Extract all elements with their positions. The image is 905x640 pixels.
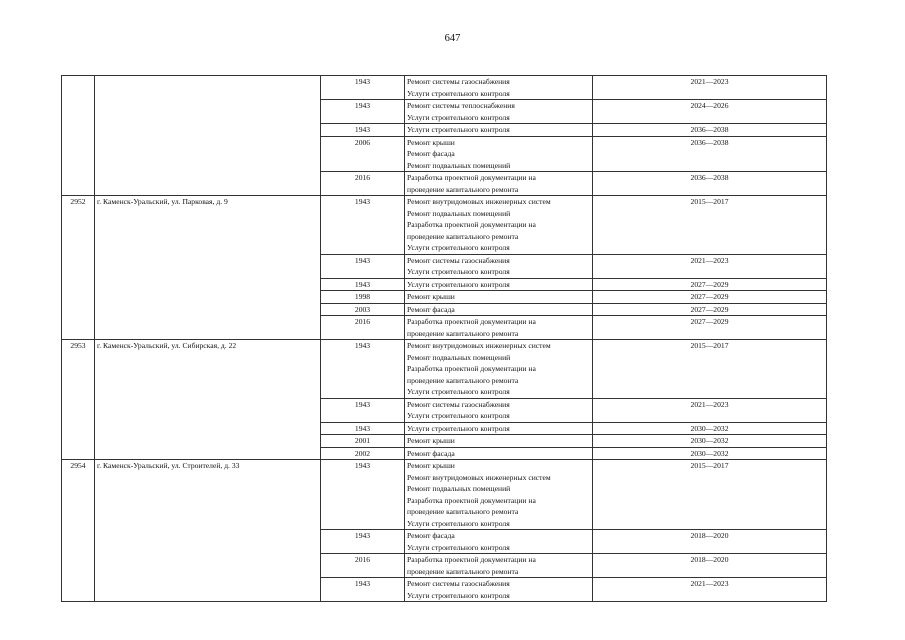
work-type: Ремонт системы теплоснабжения: [407, 101, 515, 110]
work-types: [405, 530, 593, 554]
work-types: [405, 435, 593, 448]
work-type: Услуги строительного контроля: [407, 267, 510, 276]
work-types: [405, 100, 593, 124]
work-type: проведение капитального ремонта: [407, 507, 519, 516]
repair-period: 2036—2038: [593, 136, 827, 172]
work-type: Разработка проектной документации на: [407, 220, 536, 229]
work-types: [405, 578, 593, 602]
repair-period: 2021—2023: [593, 254, 827, 278]
house-number: [62, 76, 95, 196]
repair-period: 2018—2020: [593, 530, 827, 554]
completion-year: 2016: [321, 172, 405, 196]
repair-period: 2027—2029: [593, 303, 827, 316]
repair-period: 2021—2023: [593, 398, 827, 422]
repair-period: 2036—2038: [593, 172, 827, 196]
work-type: Ремонт подвальных помещений: [407, 208, 511, 218]
completion-year: 1943: [321, 254, 405, 278]
work-types: [405, 124, 593, 137]
work-type: Разработка проектной документации на: [407, 555, 536, 564]
work-type: Ремонт системы газоснабжения: [407, 579, 510, 588]
completion-year: 1943: [321, 578, 405, 602]
work-type: Ремонт фасада: [407, 149, 455, 158]
work-type: проведение капитального ремонта: [407, 231, 519, 241]
completion-year: 1943: [321, 398, 405, 422]
work-types: [405, 291, 593, 304]
table-row: [62, 196, 827, 255]
completion-year: 2002: [321, 447, 405, 460]
completion-year: 2016: [321, 316, 405, 340]
repair-period: 2018—2020: [593, 554, 827, 578]
repair-period: 2030—2032: [593, 447, 827, 460]
work-type: Ремонт подвальных помещений: [407, 484, 511, 493]
table-row: [62, 460, 827, 530]
work-type: Услуги строительного контроля: [407, 112, 510, 122]
house-number: 2954: [62, 460, 95, 602]
work-type: Ремонт крыши: [407, 292, 455, 301]
work-types: [405, 196, 593, 255]
work-type: Услуги строительного контроля: [407, 518, 510, 528]
work-type: Услуги строительного контроля: [407, 542, 510, 552]
work-type: Разработка проектной документации на: [407, 364, 536, 373]
work-types: [405, 422, 593, 435]
completion-year: 1943: [321, 100, 405, 124]
work-types: [405, 172, 593, 196]
repair-period: 2027—2029: [593, 316, 827, 340]
work-type: Ремонт крыши: [407, 461, 455, 470]
repair-period: 2030—2032: [593, 435, 827, 448]
work-type: проведение капитального ремонта: [407, 184, 519, 194]
work-type: Ремонт крыши: [407, 137, 455, 147]
work-type: Ремонт фасада: [407, 448, 455, 458]
work-type: проведение капитального ремонта: [407, 375, 519, 385]
work-type: Ремонт внутридомовых инженерных систем: [407, 341, 551, 350]
work-types: [405, 447, 593, 460]
work-type: Ремонт подвальных помещений: [407, 160, 511, 170]
work-type: Ремонт крыши: [407, 436, 455, 445]
house-address: [95, 76, 321, 196]
work-type: проведение капитального ремонта: [407, 328, 519, 338]
work-type: Разработка проектной документации на: [407, 495, 536, 505]
table-row: [62, 340, 827, 399]
repair-period: 2036—2038: [593, 124, 827, 137]
work-type: Ремонт фасада: [407, 304, 455, 314]
repair-period: 2030—2032: [593, 422, 827, 435]
work-types: [405, 316, 593, 340]
house-address: г. Каменск-Уральский, ул. Строителей, д. 33: [95, 460, 321, 602]
work-type: Ремонт внутридомовых инженерных систем: [407, 472, 551, 482]
completion-year: 1943: [321, 124, 405, 137]
repair-period: 2015—2017: [593, 340, 827, 399]
repair-period: 2027—2029: [593, 278, 827, 291]
work-type: Ремонт системы газоснабжения: [407, 77, 510, 86]
work-type: проведение капитального ремонта: [407, 566, 519, 576]
repair-period: 2027—2029: [593, 291, 827, 304]
work-types: [405, 76, 593, 100]
work-type: Разработка проектной документации на: [407, 173, 536, 182]
work-type: Услуги строительного контроля: [407, 125, 510, 134]
house-address: г. Каменск-Уральский, ул. Парковая, д. 9: [95, 196, 321, 340]
table-body: [62, 76, 827, 602]
repair-period: 2015—2017: [593, 460, 827, 530]
table-row: [62, 76, 827, 100]
completion-year: 2016: [321, 554, 405, 578]
completion-year: 1943: [321, 340, 405, 399]
completion-year: 1943: [321, 278, 405, 291]
work-type: Услуги строительного контроля: [407, 411, 510, 420]
house-address: г. Каменск-Уральский, ул. Сибирская, д. 22: [95, 340, 321, 460]
work-types: [405, 136, 593, 172]
completion-year: 1943: [321, 422, 405, 435]
house-number: 2953: [62, 340, 95, 460]
work-types: [405, 303, 593, 316]
completion-year: 1943: [321, 530, 405, 554]
work-type: Ремонт фасада: [407, 531, 455, 540]
work-type: Услуги строительного контроля: [407, 423, 510, 433]
work-type: Ремонт системы газоснабжения: [407, 399, 510, 409]
work-type: Услуги строительного контроля: [407, 243, 510, 252]
repair-period: 2015—2017: [593, 196, 827, 255]
work-type: Услуги строительного контроля: [407, 590, 510, 600]
repair-period: 2021—2023: [593, 76, 827, 100]
completion-year: 1943: [321, 196, 405, 255]
work-types: [405, 340, 593, 399]
house-number: 2952: [62, 196, 95, 340]
work-type: Услуги строительного контроля: [407, 279, 510, 289]
repair-period: 2024—2026: [593, 100, 827, 124]
work-type: Ремонт внутридомовых инженерных систем: [407, 197, 551, 206]
completion-year: 1943: [321, 76, 405, 100]
work-type: Ремонт подвальных помещений: [407, 352, 511, 362]
work-type: Разработка проектной документации на: [407, 317, 536, 326]
completion-year: 2003: [321, 303, 405, 316]
work-types: [405, 254, 593, 278]
completion-year: 2006: [321, 136, 405, 172]
completion-year: 1998: [321, 291, 405, 304]
completion-year: 2001: [321, 435, 405, 448]
work-types: [405, 554, 593, 578]
page-number: 647: [444, 33, 461, 44]
work-type: Услуги строительного контроля: [407, 387, 510, 396]
repair-period: 2021—2023: [593, 578, 827, 602]
capital-repair-table: [61, 75, 827, 602]
work-types: [405, 278, 593, 291]
work-types: [405, 460, 593, 530]
work-type: Ремонт системы газоснабжения: [407, 255, 510, 265]
work-type: Услуги строительного контроля: [407, 88, 510, 98]
completion-year: 1943: [321, 460, 405, 530]
work-types: [405, 398, 593, 422]
